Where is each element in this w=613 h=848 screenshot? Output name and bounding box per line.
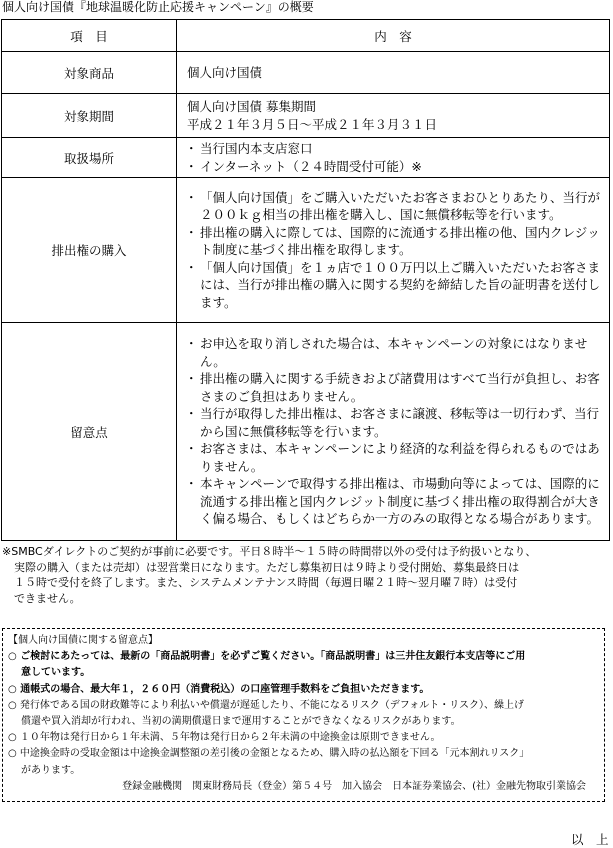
notice-item bbox=[8, 665, 596, 681]
list-item: ・ お申込を取り消しされた場合は、本キャンペーンの対象にはなりません。 bbox=[187, 335, 603, 370]
list-item: ・ お客さまは、本キャンペーンにより経済的な利益を得られるものではありません。 bbox=[187, 440, 603, 475]
notice-text: ○ 通帳式の場合、最大年１，２６０円（消費税込）の口座管理手数料をご負担いただきます。 bbox=[8, 683, 430, 695]
row-label: 排出権の購入 bbox=[2, 178, 177, 323]
notice-item: があります。 bbox=[21, 764, 81, 776]
row-label: 対象期間 bbox=[2, 94, 177, 138]
row-content bbox=[177, 138, 610, 178]
table-header-row bbox=[2, 20, 610, 52]
document-title: 個人向け国債『地球温暖化防止応援キャンペーン』の概要 bbox=[2, 0, 314, 14]
overview-table bbox=[1, 19, 610, 541]
row-content bbox=[177, 52, 610, 94]
notice-text: 意しています。 bbox=[21, 667, 91, 679]
list-item: ・ 排出権の購入に関する手続きおよび諸費用はすべて当行が負担し、お客さまのご負担はありません。 bbox=[187, 370, 603, 405]
row-content bbox=[177, 178, 610, 323]
list-item: ・ インターネット（２４時間受付可能）※ bbox=[187, 158, 603, 176]
product-text: 個人向け国債 bbox=[187, 64, 263, 80]
notice-item bbox=[8, 682, 596, 698]
footnote-line: １５時で受付を終了します。また、システムメンテナンス時間（毎週日曜２１時～翌月曜７時）は受付 bbox=[14, 576, 518, 590]
row-label: 対象商品 bbox=[2, 52, 177, 94]
notice-item bbox=[8, 649, 596, 665]
row-product bbox=[2, 52, 610, 94]
notice-item: ○ 中途換金時の受取金額は中途換金調整額の差引後の金額となるため、購入時の払込額を下回る「元本割れリスク」 bbox=[8, 748, 530, 760]
row-content bbox=[177, 94, 610, 138]
period-line: 個人向け国債 募集期間 bbox=[187, 99, 316, 114]
list-item: ・ 本キャンペーンで取得する排出権は、市場動向等によっては、国際的に流通する排出権と国内クレジット制度に基づく排出権の取得割合が大きく偏る場合、もしくはどちらか一方のみの取得となる場合があります。 bbox=[187, 475, 603, 528]
row-place bbox=[2, 138, 610, 178]
footnote-line: ※SMBCダイレクトのご契約が事前に必要です。平日８時半～１５時の時間帯以外の受付は予約扱いとなり、 bbox=[2, 545, 537, 558]
registration-line: 登録金融機関 関東財務局長（登金）第５４号 加入協会 日本証券業協会、(社）金融先物取引業協会 bbox=[122, 780, 586, 792]
footnote-line: 実際の購入（または売却）は翌営業日になります。ただし募集初日は９時より受付開始、募集最終日は bbox=[14, 560, 520, 574]
footnote bbox=[2, 544, 608, 606]
list-item: ・ 「個人向け国債」をご購入いただいたお客さまおひとりあたり、当行が２００ｋｇ相当の排出権を購入し、国に無償移転等を行います。 bbox=[187, 189, 603, 224]
notice-text: ○ ご検討にあたっては、最新の「商品説明書」を必ずご覧ください。「商品説明書」は三井住友銀行本支店等にご用 bbox=[8, 651, 526, 663]
notice-item: ○ 発行体である国の財政難等により利払いや償還が遅延したり、不能になるリスク（デフォルト・リスク）、繰上げ bbox=[8, 699, 525, 711]
footnote-line: できません。 bbox=[14, 591, 81, 605]
box-heading: 【個人向け国債に関する留意点】 bbox=[8, 635, 158, 646]
row-notes bbox=[2, 323, 610, 541]
list-item: ・ 「個人向け国債」を１ヵ店で１００万円以上ご購入いただいたお客さまには、当行が排出権の購入に関する契約を締結した旨の証明書を送付します。 bbox=[187, 259, 603, 312]
header-content: 内 容 bbox=[177, 20, 610, 52]
list-item: ・ 当行国内本支店窓口 bbox=[187, 140, 603, 158]
risk-notice-box bbox=[2, 628, 605, 802]
header-item: 項 目 bbox=[2, 20, 177, 52]
list-item: ・ 排出権の購入に際しては、国際的に流通する排出権の他、国内クレジット制度に基づく排出権を取得します。 bbox=[187, 224, 603, 259]
row-label: 取扱場所 bbox=[2, 138, 177, 178]
row-period bbox=[2, 94, 610, 138]
list-item: ・ 当行が取得した排出権は、お客さまに譲渡、移転等は一切行わず、当行から国に無償移転等を行います。 bbox=[187, 405, 603, 440]
notice-item: ○ １０年物は発行日から１年未満、５年物は発行日から２年未満の中途換金は原則できません。 bbox=[8, 732, 441, 744]
row-label: 留意点 bbox=[2, 323, 177, 541]
notice-item: 償還や買入消却が行われ、当初の満期償還日まで運用することができなくなるリスクがあります。 bbox=[21, 716, 461, 728]
row-purchase bbox=[2, 178, 610, 323]
closing-mark: 以 上 bbox=[571, 832, 609, 847]
period-line: 平成２１年３月５日～平成２１年３月３１日 bbox=[187, 116, 438, 132]
row-content bbox=[177, 323, 610, 541]
